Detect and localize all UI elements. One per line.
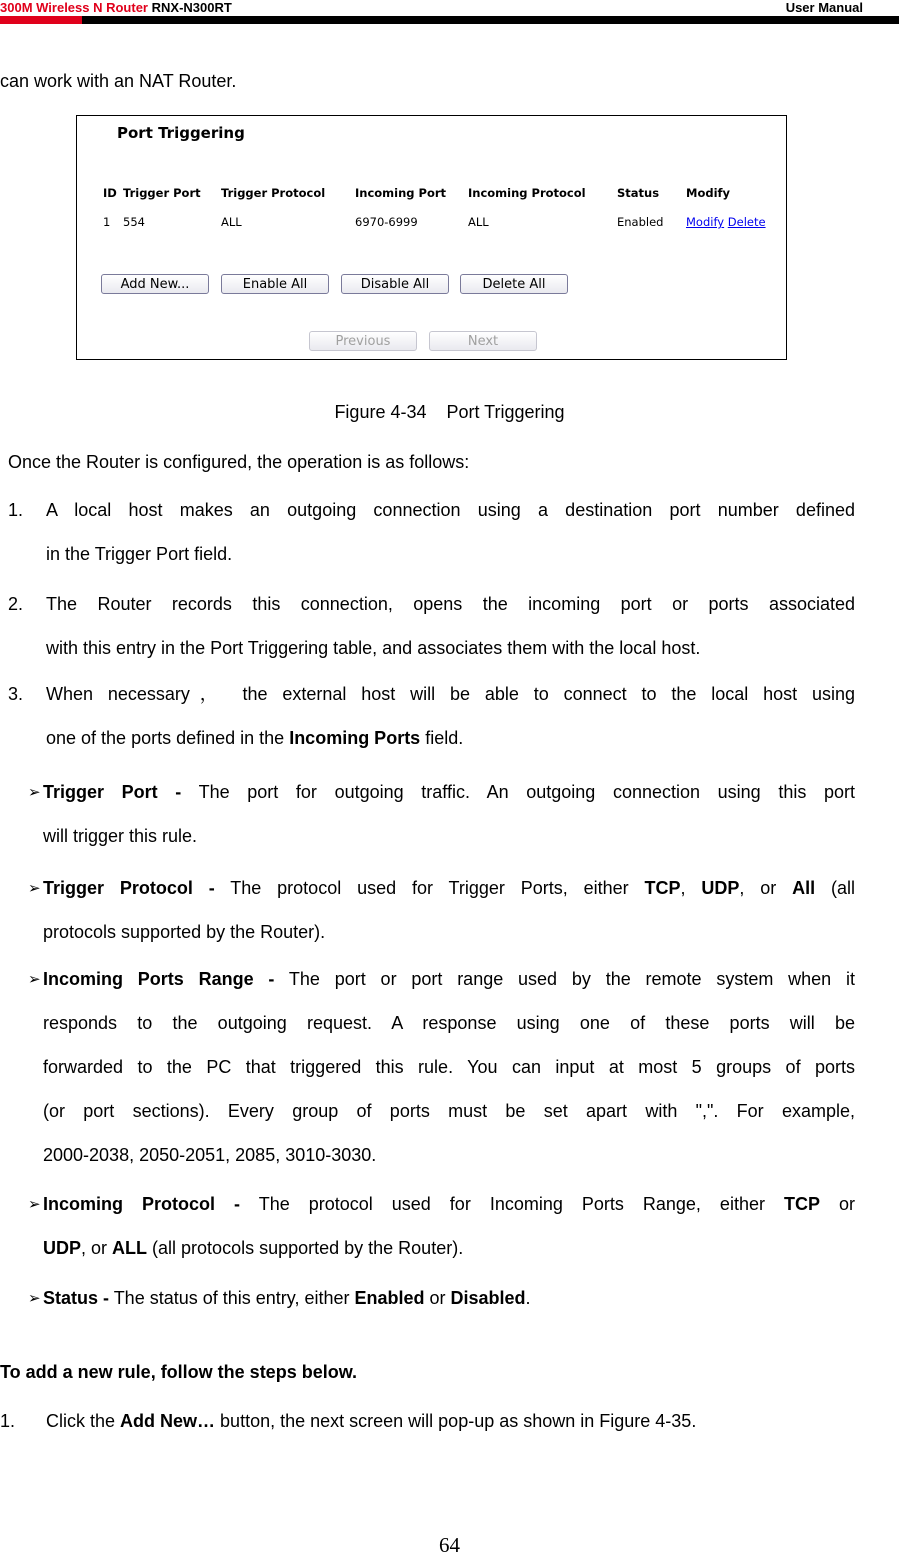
incoming-protocol-line2: (all protocols supported by the Router). [147,1238,464,1258]
col-trigger-port: Trigger Port [123,186,201,200]
intro-line: can work with an NAT Router. [0,71,237,91]
add-step-pre: Click the [46,1411,121,1431]
tcp-term: TCP [644,878,681,898]
comma: , [680,878,702,898]
header-bar-accent [0,16,82,24]
add-new-button[interactable]: Add New... [101,274,209,294]
bullet-status [43,1276,855,1320]
add-step-text [46,1410,696,1432]
add-step-number: 1. [0,1411,16,1431]
bullet-arrow-icon: ➢ [28,971,41,988]
bullet-incoming-range [43,957,855,1177]
or-text: , or [739,878,793,898]
step-1-number: 1. [8,500,24,520]
term-incoming-range: Incoming Ports Range - [43,969,275,989]
figure-title: Port Triggering [117,124,245,142]
step-1-line2: in the Trigger Port field. [46,544,233,564]
disabled-term: Disabled [450,1288,526,1308]
col-incoming-port: Incoming Port [355,186,447,200]
row-incoming-protocol: ALL [468,215,489,229]
page-number: 64 [439,1533,460,1557]
step-2-line1: The Router records this connection, opens the incoming port or ports associated [46,594,855,614]
bullet-arrow-icon: ➢ [28,880,41,897]
header-product: 300M Wireless N Router [0,0,148,15]
operation-intro: Once the Router is configured, the operation is as follows: [8,452,470,472]
row-trigger-protocol: ALL [221,215,242,229]
trigger-port-line2: will trigger this rule. [43,826,198,846]
col-trigger-protocol: Trigger Protocol [221,186,326,200]
trigger-port-line1: The port for outgoing traffic. An outgoing connection using this port [181,782,855,802]
period: . [525,1288,531,1308]
bullet-arrow-icon: ➢ [28,784,41,801]
step-3-line2-post: field. [420,728,464,748]
add-step-post: button, the next screen will pop-up as shown in Figure 4-35. [215,1411,697,1431]
col-id: ID [103,186,117,200]
add-rule-heading: To add a new rule, follow the steps below. [0,1362,358,1382]
incoming-range-line5: 2000-2038, 2050-2051, 2085, 3010-3030. [43,1145,377,1165]
col-modify: Modify [686,186,731,200]
step-3 [46,672,855,760]
term-incoming-protocol: Incoming Protocol - [43,1194,241,1214]
all-term: All [792,878,816,898]
next-button[interactable]: Next [429,331,537,351]
term-status: Status - [43,1288,110,1308]
or-text: , or [81,1238,113,1258]
bullet-trigger-port [43,770,855,858]
bullet-arrow-icon: ➢ [28,1196,41,1213]
col-status: Status [617,186,660,200]
header-model: RNX-N300RT [151,0,232,15]
disable-all-button[interactable]: Disable All [341,274,449,294]
modify-link[interactable]: Modify [686,215,725,229]
term-trigger-protocol: Trigger Protocol - [43,878,215,898]
row-status: Enabled [617,215,664,229]
delete-link[interactable]: Delete [727,215,766,229]
step-3-line1: When necessary， the external host will be able to connect to the local host using [46,684,855,704]
step-1 [46,488,855,576]
incoming-protocol-text: The protocol used for Incoming Ports Range, either [240,1194,784,1214]
incoming-range-line4: (or port sections). Every group of ports must be set apart with ",". For example, [43,1101,855,1121]
or-text: or [819,1194,855,1214]
step-1-line1: A local host makes an outgoing connection using a destination port number defined [46,500,855,520]
row-trigger-port: 554 [123,215,145,229]
bullet-arrow-icon: ➢ [28,1290,41,1307]
delete-all-button[interactable]: Delete All [460,274,568,294]
udp-term: UDP [701,878,740,898]
header-manual: User Manual [785,0,863,15]
incoming-range-line3: forwarded to the PC that triggered this rule. You can input at most 5 groups of ports [43,1057,855,1077]
term-trigger-port: Trigger Port - [43,782,182,802]
udp-term: UDP [43,1238,82,1258]
row-id: 1 [103,215,111,229]
enable-all-button[interactable]: Enable All [221,274,329,294]
status-text: The status of this entry, either [109,1288,355,1308]
add-step-bold: Add New… [120,1411,216,1431]
step-2-number: 2. [8,594,24,614]
previous-button[interactable]: Previous [309,331,417,351]
incoming-range-line2: responds to the outgoing request. A response using one of these ports will be [43,1013,855,1033]
step-3-number: 3. [8,684,24,704]
step-3-line2 [46,716,855,760]
port-triggering-figure [76,115,787,360]
step-3-line2-bold: Incoming Ports [289,728,421,748]
col-incoming-protocol: Incoming Protocol [468,186,586,200]
step-2 [46,582,855,670]
header-bar [0,16,899,24]
all-term: ALL [112,1238,148,1258]
row-incoming-port: 6970-6999 [355,215,418,229]
step-2-line2: with this entry in the Port Triggering table, and associates them with the local host. [46,638,701,658]
trigger-protocol-text: The protocol used for Trigger Ports, either [214,878,645,898]
bullet-incoming-protocol [43,1182,855,1270]
trigger-protocol-tail: (all [815,878,855,898]
or-text: or [424,1288,451,1308]
incoming-range-line1: The port or port range used by the remote system when it [274,969,855,989]
tcp-term: TCP [783,1194,820,1214]
header-title [0,0,232,15]
enabled-term: Enabled [354,1288,425,1308]
step-3-line2-pre: one of the ports defined in the [46,728,290,748]
bullet-trigger-protocol [43,866,855,954]
figure-caption: Figure 4-34 Port Triggering [334,402,565,422]
trigger-protocol-line2: protocols supported by the Router). [43,922,326,942]
